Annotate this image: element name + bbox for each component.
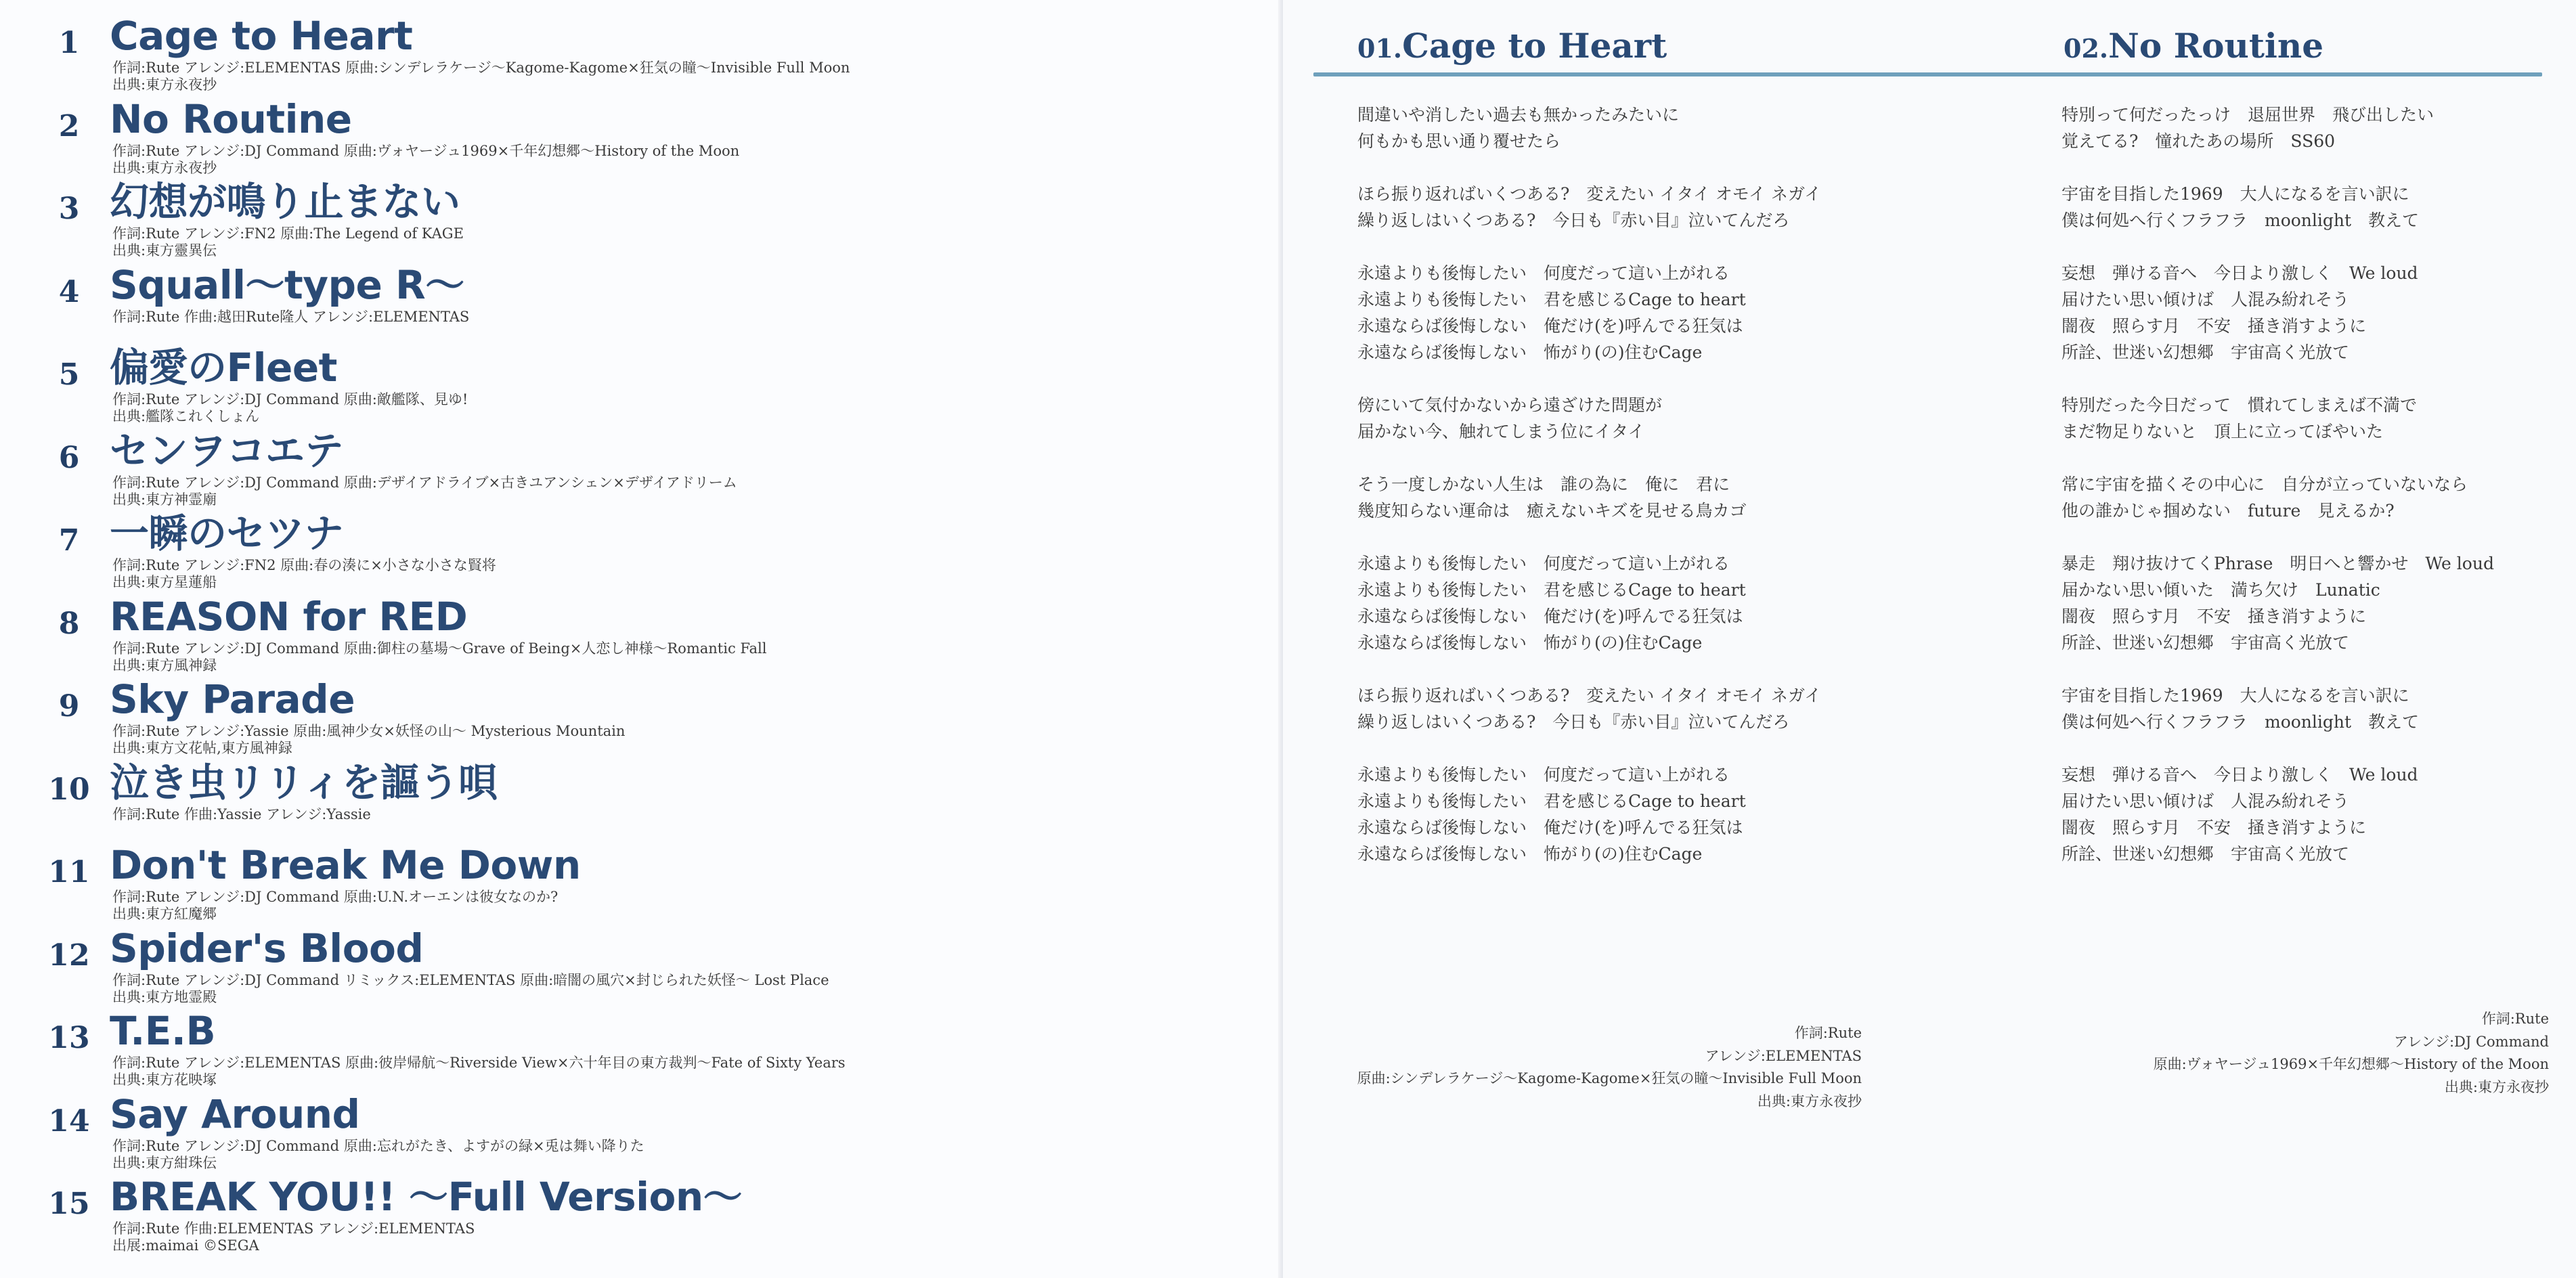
lyric-line: 所詮、世迷い幻想郷 宇宙高く光放て — [2061, 633, 2350, 653]
track-number: 7 — [58, 523, 80, 558]
song-1-number: 01. — [1357, 33, 1403, 64]
credit-line: 作詞:Rute — [1794, 1025, 1862, 1041]
track-credit: 作詞:Rute アレンジ:DJ Command 原曲:デザイアドライブ×古きユアンシェン×デザイアドリーム — [112, 475, 737, 491]
track-source: 出典:東方神霊廟 — [112, 491, 217, 508]
lyric-line: まだ物足りないと 頂上に立ってぼやいた — [2061, 422, 2384, 441]
track-item — [0, 593, 1273, 676]
track-item — [0, 676, 1273, 758]
lyric-line: 永遠ならば後悔しない 俺だけ(を)呼んでる狂気は — [1357, 316, 1743, 336]
track-item — [0, 178, 1273, 261]
song-2-lyrics — [2061, 102, 2494, 894]
song-1-lyrics — [1357, 102, 1821, 894]
track-title: 泣き虫リリィを謳う唄 — [110, 759, 498, 806]
credit-line: アレンジ:ELEMENTAS — [1705, 1047, 1862, 1064]
lyric-line: 常に宇宙を描くその中心に 自分が立っていないなら — [2061, 475, 2468, 494]
lyric-line: 僕は何処へ行くフラフラ moonlight 教えて — [2061, 211, 2420, 230]
track-credit: 作詞:Rute 作曲:越田Rute隆人 アレンジ:ELEMENTAS — [112, 309, 470, 325]
lyric-line: 特別って何だったっけ 退屈世界 飛び出したい — [2061, 105, 2435, 125]
track-title: 偏愛のFleet — [110, 345, 337, 391]
track-credit: 作詞:Rute アレンジ:DJ Command 原曲:U.N.オーエンは彼女なのか? — [112, 889, 559, 905]
track-number: 6 — [58, 441, 80, 475]
track-credit: 作詞:Rute 作曲:Yassie アレンジ:Yassie — [112, 806, 371, 822]
lyric-stanza — [2061, 550, 2494, 656]
track-source: 出典:東方風神録 — [112, 657, 217, 674]
track-item — [0, 759, 1273, 841]
lyric-line: 宇宙を目指した1969 大人になるを言い訳に — [2061, 686, 2409, 705]
lyric-line: 間違いや消したい過去も無かったみたいに — [1357, 105, 1680, 125]
lyric-line: 宇宙を目指した1969 大人になるを言い訳に — [2061, 184, 2409, 204]
credit-line: 原曲:シンデレラケージ〜Kagome-Kagome×狂気の瞳〜Invisible Full Moon — [1357, 1070, 1862, 1086]
lyric-stanza — [1357, 102, 1821, 154]
lyric-line: 幾度知らない運命は 癒えないキズを見せる鳥カゴ — [1357, 501, 1747, 521]
lyric-line: 届けたい思い傾けば 人混み紛れそう — [2061, 290, 2350, 309]
lyric-line: 特別だった今日だって 慣れてしまえば不満で — [2061, 395, 2418, 415]
track-item — [0, 841, 1273, 924]
lyric-line: 永遠ならば後悔しない 怖がり(の)住むCage — [1357, 343, 1703, 362]
lyric-stanza — [1357, 471, 1821, 524]
track-title: Spider's Blood — [110, 925, 424, 971]
track-title: T.E.B — [110, 1008, 216, 1054]
lyric-line: 暴走 翔け抜けてくPhrase 明日へと響かせ We loud — [2061, 554, 2494, 573]
track-number: 8 — [58, 607, 80, 641]
track-item — [0, 1173, 1273, 1256]
lyric-stanza — [2061, 471, 2494, 524]
lyric-line: 永遠ならば後悔しない 怖がり(の)住むCage — [1357, 633, 1703, 653]
track-item — [0, 1007, 1273, 1090]
track-title: No Routine — [110, 96, 352, 142]
lyric-line: 届かない今、触れてしまう位にイタイ — [1357, 422, 1645, 441]
lyric-line: 永遠よりも後悔したい 君を感じるCage to heart — [1357, 580, 1746, 600]
lyric-line: 永遠ならば後悔しない 俺だけ(を)呼んでる狂気は — [1357, 818, 1743, 837]
lyric-line: 傍にいて気付かないから遠ざけた問題が — [1357, 395, 1663, 415]
track-item — [0, 427, 1273, 510]
track-title: REASON for RED — [110, 594, 468, 640]
lyric-stanza — [2061, 102, 2494, 154]
lyric-stanza — [1357, 682, 1821, 735]
track-item — [0, 344, 1273, 426]
track-source: 出典:東方永夜抄 — [112, 160, 217, 176]
lyric-stanza — [1357, 550, 1821, 656]
lyric-line: 闇夜 照らす月 不安 掻き消すように — [2061, 316, 2367, 336]
track-source: 出典:東方地霊殿 — [112, 989, 217, 1005]
track-title: 一瞬のセツナ — [110, 510, 344, 556]
track-number: 5 — [58, 357, 80, 392]
song-2-number: 02. — [2064, 33, 2109, 64]
track-title: 幻想が鳴り止まない — [110, 179, 460, 225]
lyric-line: 闇夜 照らす月 不安 掻き消すように — [2061, 607, 2367, 626]
lyric-line: 何もかも思い通り覆せたら — [1357, 131, 1561, 151]
track-title: Don't Break Me Down — [110, 842, 581, 888]
credit-line: アレンジ:DJ Command — [2393, 1033, 2549, 1050]
tracklist-page — [0, 0, 1283, 1278]
track-credit: 作詞:Rute アレンジ:ELEMENTAS 原曲:シンデレラケージ〜Kagome-Kagome×狂気の瞳〜Invisible Full Moon — [112, 60, 850, 76]
track-number: 2 — [58, 109, 80, 144]
lyric-line: ほら振り返ればいくつある? 変えたい イタイ オモイ ネガイ — [1357, 686, 1822, 705]
song-1-credits — [1357, 1022, 1862, 1113]
track-source: 出典:東方永夜抄 — [112, 76, 217, 93]
track-title: Squall〜type R〜 — [110, 262, 464, 308]
track-credit: 作詞:Rute アレンジ:DJ Command 原曲:敵艦隊、見ゆ! — [112, 391, 468, 407]
credit-line: 原曲:ヴォヤージュ1969×千年幻想郷〜History of the Moon — [2153, 1056, 2549, 1072]
lyric-stanza — [2061, 260, 2494, 366]
credit-line: 出典:東方永夜抄 — [1757, 1093, 1862, 1109]
track-credit: 作詞:Rute アレンジ:FN2 原曲:The Legend of KAGE — [112, 225, 464, 242]
lyric-line: 永遠よりも後悔したい 君を感じるCage to heart — [1357, 791, 1746, 811]
credit-line: 出典:東方永夜抄 — [2444, 1078, 2549, 1095]
track-item — [0, 95, 1273, 178]
lyric-line: 闇夜 照らす月 不安 掻き消すように — [2061, 818, 2367, 837]
lyric-line: そう一度しかない人生は 誰の為に 俺に 君に — [1357, 475, 1730, 494]
track-source: 出典:東方靈異伝 — [112, 242, 217, 259]
lyric-stanza — [1357, 260, 1821, 366]
track-item — [0, 12, 1273, 95]
track-number: 3 — [58, 192, 80, 226]
lyric-stanza — [1357, 181, 1821, 234]
track-item — [0, 925, 1273, 1007]
track-credit: 作詞:Rute アレンジ:ELEMENTAS 原曲:彼岸帰航〜Riverside View×六十年目の東方裁判〜Fate of Sixty Years — [112, 1055, 846, 1071]
lyric-line: 繰り返しはいくつある? 今日も『赤い目』泣いてんだろ — [1357, 211, 1790, 230]
track-source: 出典:艦隊これくしょん — [112, 408, 260, 424]
track-source: 出典:東方花映塚 — [112, 1072, 217, 1088]
track-credit: 作詞:Rute アレンジ:DJ Command リミックス:ELEMENTAS 原曲:暗闇の風穴×封じられた妖怪〜 Lost Place — [112, 972, 829, 988]
lyrics-page — [1283, 0, 2576, 1278]
song-1-title: Cage to Heart — [1402, 26, 1667, 66]
lyric-stanza — [1357, 762, 1821, 867]
track-item — [0, 261, 1273, 344]
lyric-line: ほら振り返ればいくつある? 変えたい イタイ オモイ ネガイ — [1357, 184, 1822, 204]
track-source: 出典:東方紺珠伝 — [112, 1155, 217, 1171]
track-credit: 作詞:Rute 作曲:ELEMENTAS アレンジ:ELEMENTAS — [112, 1220, 475, 1237]
lyric-line: 所詮、世迷い幻想郷 宇宙高く光放て — [2061, 844, 2350, 864]
lyric-line: 繰り返しはいくつある? 今日も『赤い目』泣いてんだろ — [1357, 712, 1790, 732]
track-credit: 作詞:Rute アレンジ:FN2 原曲:春の湊に×小さな小さな賢将 — [112, 557, 496, 573]
track-number: 4 — [58, 275, 80, 309]
track-item — [0, 510, 1273, 592]
track-source: 出典:東方星蓮船 — [112, 574, 217, 590]
track-title: Sky Parade — [110, 676, 355, 722]
lyric-line: 永遠よりも後悔したい 何度だって這い上がれる — [1357, 263, 1730, 283]
lyric-stanza — [2061, 392, 2494, 445]
header-rule — [1313, 72, 2542, 76]
track-title: BREAK YOU!! 〜Full Version〜 — [110, 1174, 743, 1220]
track-item — [0, 1090, 1273, 1173]
track-number: 15 — [48, 1187, 90, 1221]
song-1-header — [1357, 26, 1667, 66]
lyric-stanza — [2061, 762, 2494, 867]
lyric-line: 妄想 弾ける音へ 今日より激しく We loud — [2061, 263, 2418, 283]
track-title: Cage to Heart — [110, 13, 413, 59]
song-2-credits — [2154, 1008, 2549, 1099]
lyric-stanza — [2061, 682, 2494, 735]
lyric-stanza — [2061, 181, 2494, 234]
lyric-line: 所詮、世迷い幻想郷 宇宙高く光放て — [2061, 343, 2350, 362]
lyric-line: 僕は何処へ行くフラフラ moonlight 教えて — [2061, 712, 2420, 732]
song-2-header — [2064, 26, 2323, 66]
track-source: 出典:東方文花帖,東方風神録 — [112, 740, 292, 756]
track-number: 11 — [48, 855, 90, 889]
track-number: 14 — [48, 1104, 90, 1139]
lyric-line: 届けたい思い傾けば 人混み紛れそう — [2061, 791, 2350, 811]
track-title: Say Around — [110, 1091, 360, 1137]
lyric-line: 妄想 弾ける音へ 今日より激しく We loud — [2061, 765, 2418, 785]
lyric-line: 永遠よりも後悔したい 何度だって這い上がれる — [1357, 554, 1730, 573]
track-credit: 作詞:Rute アレンジ:DJ Command 原曲:御柱の墓場〜Grave of Being×人恋し神様〜Romantic Fall — [112, 640, 767, 657]
lyric-line: 届かない思い傾いた 満ち欠け Lunatic — [2061, 580, 2380, 600]
track-source: 出典:東方紅魔郷 — [112, 906, 217, 922]
lyric-line: 他の誰かじゃ掴めない future 見えるか? — [2061, 501, 2395, 521]
track-credit: 作詞:Rute アレンジ:Yassie 原曲:風神少女×妖怪の山〜 Mysterious Mountain — [112, 723, 626, 739]
track-number: 10 — [48, 772, 90, 807]
track-credit: 作詞:Rute アレンジ:DJ Command 原曲:ヴォヤージュ1969×千年幻想郷〜History of the Moon — [112, 143, 740, 159]
lyric-line: 覚えてる? 憧れたあの場所 SS60 — [2061, 131, 2336, 151]
lyric-line: 永遠ならば後悔しない 俺だけ(を)呼んでる狂気は — [1357, 607, 1743, 626]
track-number: 13 — [48, 1021, 90, 1055]
track-credit: 作詞:Rute アレンジ:DJ Command 原曲:忘れがたき、よすがの緑×兎は舞い降りた — [112, 1138, 645, 1154]
track-source: 出展:maimai ©SEGA — [112, 1237, 259, 1254]
lyric-line: 永遠よりも後悔したい 君を感じるCage to heart — [1357, 290, 1746, 309]
lyric-line: 永遠よりも後悔したい 何度だって這い上がれる — [1357, 765, 1730, 785]
lyric-line: 永遠ならば後悔しない 怖がり(の)住むCage — [1357, 844, 1703, 864]
credit-line: 作詞:Rute — [2481, 1011, 2549, 1027]
song-2-title: No Routine — [2108, 26, 2324, 66]
track-number: 12 — [48, 938, 90, 973]
track-title: センヲコエテ — [110, 428, 344, 474]
track-number: 9 — [58, 689, 80, 724]
track-number: 1 — [58, 26, 80, 60]
lyric-stanza — [1357, 392, 1821, 445]
